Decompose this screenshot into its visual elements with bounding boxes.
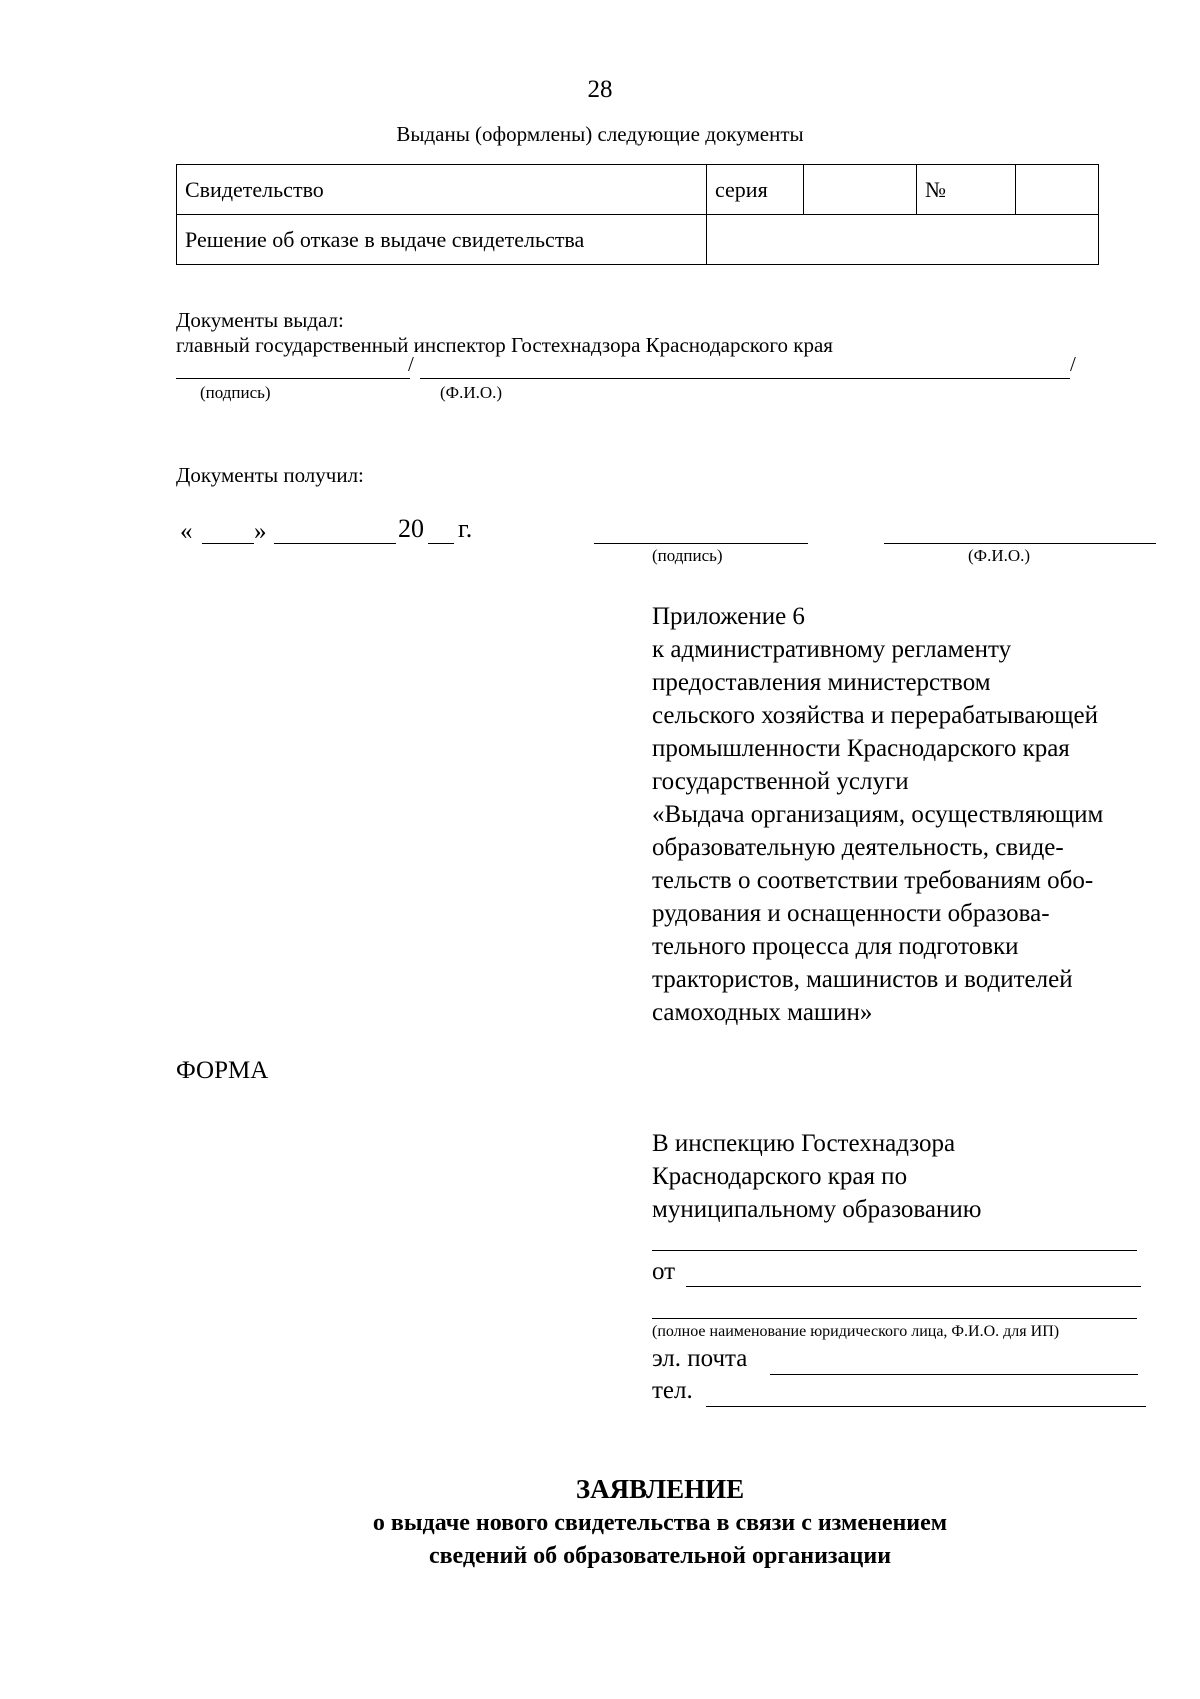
phone-line[interactable]: [706, 1406, 1146, 1407]
issued-by-name-line[interactable]: [420, 378, 1070, 379]
table-row: [177, 215, 1099, 265]
date-year-suffix: г.: [458, 514, 473, 543]
annex-line: к административному регламенту: [652, 636, 1012, 663]
page-number: 28: [587, 76, 613, 103]
declaration-title: ЗАЯВЛЕНИЕ: [575, 1474, 745, 1504]
applicant-line[interactable]: [686, 1286, 1141, 1287]
date-close-quote: »: [254, 518, 267, 545]
number-label-cell: №: [917, 165, 1016, 215]
form-label: ФОРМА: [176, 1057, 269, 1084]
annex-line: предоставления министерством: [652, 669, 991, 696]
date-day-line[interactable]: [202, 543, 254, 544]
document-value-cell[interactable]: [707, 215, 1099, 265]
issued-documents-title: Выданы (оформлены) следующие документы: [396, 122, 804, 146]
annex-line: государственной услуги: [652, 768, 909, 795]
date-month-line[interactable]: [274, 543, 396, 544]
separator-slash: /: [408, 352, 414, 376]
addressee-line: муниципальному образованию: [652, 1196, 982, 1223]
separator-slash: /: [1070, 352, 1076, 376]
date-open-quote: «: [180, 518, 193, 545]
issued-by-position: главный государственный инспектор Гостехнадзора Краснодарского края: [176, 333, 833, 357]
issued-by-signature-caption: (подпись): [200, 383, 271, 402]
annex-line: тельного процесса для подготовки: [652, 933, 1019, 960]
addressee-line: В инспекцию Гостехнадзора: [652, 1130, 956, 1157]
annex-line: промышленности Краснодарского края: [652, 735, 1070, 762]
annex-block: [652, 600, 1103, 1029]
issued-by-signature-line[interactable]: [176, 378, 410, 379]
municipality-line[interactable]: [652, 1250, 1137, 1251]
received-by-signature-line[interactable]: [594, 543, 808, 544]
received-by-name-line[interactable]: [884, 543, 1156, 544]
annex-line: сельского хозяйства и перерабатывающей: [652, 702, 1099, 729]
issued-by-name-caption: (Ф.И.О.): [440, 383, 503, 402]
date-year-prefix: 20: [398, 514, 424, 543]
annex-line: трактористов, машинистов и водителей: [652, 966, 1073, 993]
declaration-subtitle-line: сведений об образовательной организации: [428, 1543, 892, 1569]
received-by-name-caption: (Ф.И.О.): [968, 546, 1031, 565]
annex-line: образовательную деятельность, свиде-: [652, 834, 1064, 861]
issued-documents-table: [176, 164, 1099, 265]
document-name-cell: Свидетельство: [177, 165, 707, 215]
from-label: от: [652, 1258, 676, 1285]
email-label: эл. почта: [652, 1345, 748, 1372]
annex-line: Приложение 6: [652, 603, 805, 630]
annex-line: «Выдача организациям, осуществляющим: [652, 801, 1104, 828]
received-by-signature-caption: (подпись): [652, 546, 723, 565]
document-name-cell: Решение об отказе в выдаче свидетельства: [177, 215, 707, 265]
number-value-cell[interactable]: [1016, 165, 1099, 215]
series-label-cell: серия: [707, 165, 804, 215]
applicant-caption: (полное наименование юридического лица, Ф.И.О. для ИП): [652, 1323, 1060, 1340]
table-row: [177, 165, 1099, 215]
series-value-cell[interactable]: [804, 165, 917, 215]
phone-label: тел.: [652, 1377, 693, 1404]
annex-line: самоходных машин»: [652, 999, 873, 1026]
email-line[interactable]: [770, 1374, 1138, 1375]
annex-line: рудования и оснащенности образова-: [652, 900, 1050, 927]
applicant-line-2[interactable]: [652, 1318, 1137, 1319]
declaration-subtitle-line: о выдаче нового свидетельства в связи с изменением: [372, 1510, 948, 1536]
addressee-block: [652, 1127, 981, 1226]
addressee-line: Краснодарского края по: [652, 1163, 908, 1190]
issued-by-label: Документы выдал:: [176, 308, 344, 332]
date-year-line[interactable]: [428, 543, 454, 544]
annex-line: тельств о соответствии требованиям обо-: [652, 867, 1094, 894]
received-by-label: Документы получил:: [176, 463, 364, 487]
